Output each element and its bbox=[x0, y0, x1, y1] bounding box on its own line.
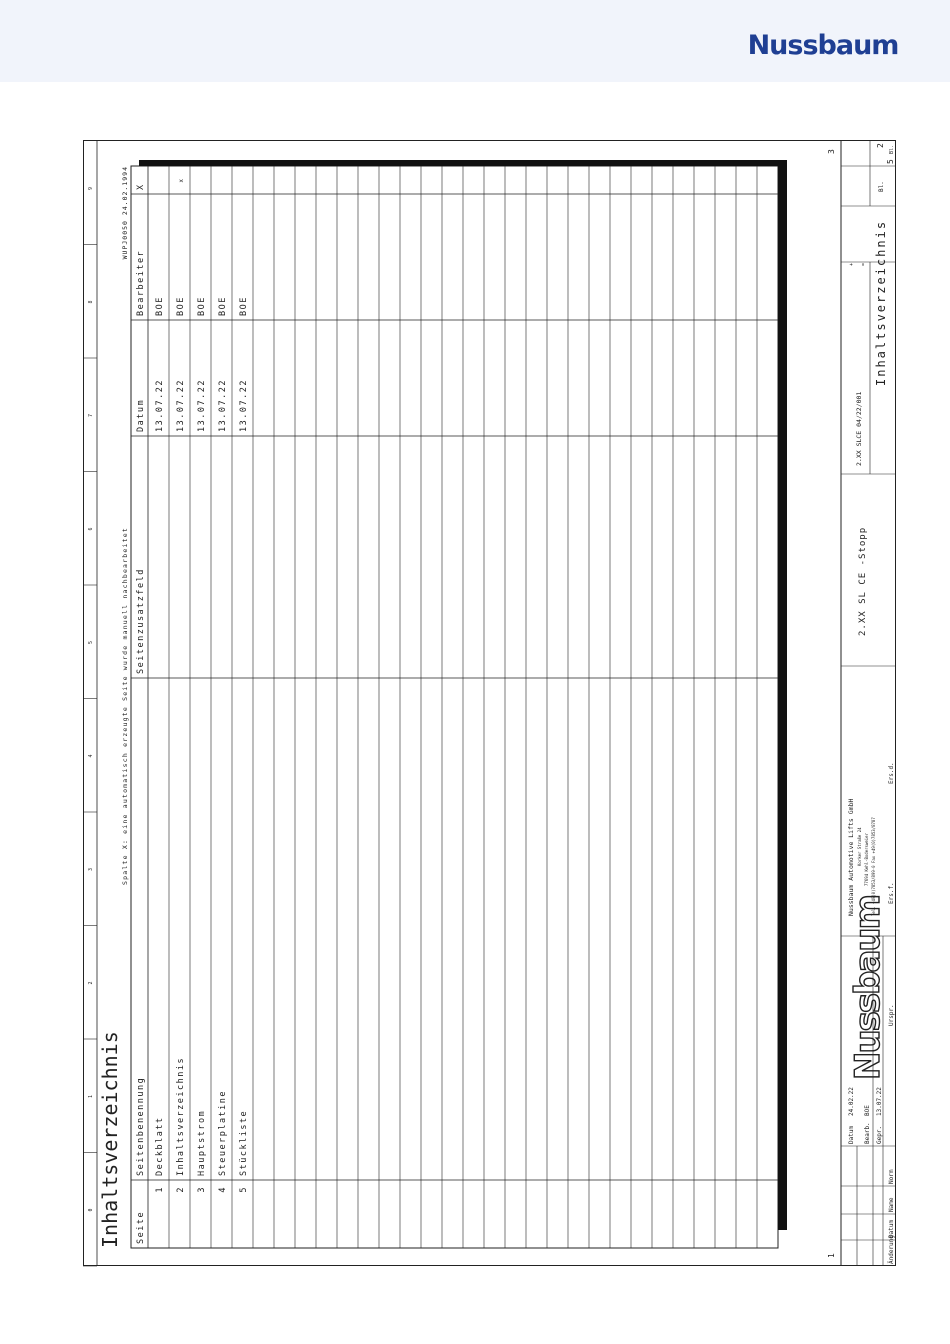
automatic-note: Spalte X: eine automatisch erzeugte Seite wurde manuell nachbearbeitet bbox=[121, 527, 129, 885]
label-ers-d: Ers.d. bbox=[888, 762, 895, 784]
company-city: 77694 Kehl-Bodersweier bbox=[864, 833, 869, 886]
cell-seite: 1 bbox=[155, 1186, 165, 1193]
cell-bearbeiter: BOE bbox=[218, 296, 228, 316]
cell-datum: 13.07.22 bbox=[176, 379, 186, 432]
ruler-number: 1 bbox=[88, 1094, 94, 1099]
form-code: WUPJ0050 24.02.1994 bbox=[121, 166, 129, 260]
column-header: X bbox=[136, 183, 146, 190]
ruler-number: 7 bbox=[88, 413, 94, 418]
cell-seite: 2 bbox=[176, 1186, 186, 1193]
cell-x: x bbox=[178, 177, 185, 183]
label-norm: Norm bbox=[888, 1169, 895, 1184]
cell-name: Stückliste bbox=[239, 1109, 249, 1176]
plus-marker: + bbox=[849, 262, 855, 266]
value-bl: 2 bbox=[876, 143, 885, 148]
label-datum-2: Datum bbox=[888, 1219, 895, 1238]
project-name: 2.XX SL CE -Stopp bbox=[858, 526, 868, 636]
table-shadow-right bbox=[139, 160, 787, 166]
cell-name: Steuerplatine bbox=[218, 1089, 228, 1176]
label-bl: Bl. bbox=[878, 181, 885, 192]
column-header: Datum bbox=[136, 398, 146, 432]
ruler-number: 4 bbox=[88, 754, 94, 758]
cell-datum: 13.07.22 bbox=[155, 379, 165, 432]
label-aenderung: Änderung bbox=[888, 1235, 895, 1264]
company-name: Nussbaum Automotive Lifts GmbH bbox=[847, 798, 855, 916]
label-gepr: Gepr. bbox=[876, 1125, 883, 1144]
ruler bbox=[83, 187, 97, 1266]
cell-datum: 13.07.22 bbox=[218, 379, 228, 432]
cell-bearbeiter: BOE bbox=[155, 296, 165, 316]
label-datum: Datum bbox=[848, 1125, 855, 1144]
doc-number: 2.XX SLCE 04/22/001 bbox=[855, 391, 863, 466]
label-name: Name bbox=[888, 1197, 895, 1212]
cell-bearbeiter: BOE bbox=[176, 296, 186, 316]
column-header: Bearbeiter bbox=[136, 249, 146, 316]
sheet-title: Inhaltsverzeichnis bbox=[874, 219, 888, 386]
cell-seite: 4 bbox=[218, 1186, 228, 1193]
toc-table bbox=[131, 160, 787, 1248]
value-total: 5 bbox=[886, 159, 895, 164]
label-urspr: Urspr. bbox=[888, 1004, 895, 1026]
ruler-number: 9 bbox=[88, 186, 94, 191]
column-header: Seitenbenennung bbox=[136, 1076, 146, 1176]
label-bearb: Bearb. bbox=[864, 1122, 871, 1144]
ruler-number: 6 bbox=[88, 527, 94, 531]
ruler-number: 5 bbox=[88, 640, 94, 645]
value-bearb: BOE bbox=[864, 1105, 871, 1116]
table-shadow-bottom bbox=[778, 160, 787, 1230]
cell-seite: 3 bbox=[197, 1186, 207, 1193]
title-block-logo: Nussbaum bbox=[848, 895, 888, 1080]
cell-bearbeiter: BOE bbox=[239, 296, 249, 316]
ruler-number: 3 bbox=[88, 867, 94, 872]
value-datum: 24.02.22 bbox=[848, 1087, 855, 1116]
cell-datum: 13.07.22 bbox=[197, 379, 207, 432]
logo-text: Nussbaum bbox=[748, 30, 898, 61]
label-ers-f: Ers.f. bbox=[888, 882, 895, 904]
ruler-number: 8 bbox=[88, 300, 94, 304]
cell-name: Deckblatt bbox=[155, 1116, 165, 1176]
cell-name: Inhaltsverzeichnis bbox=[176, 1056, 186, 1176]
column-header: Seite bbox=[136, 1210, 146, 1244]
table-border bbox=[131, 166, 778, 1248]
page-number-left: 1 bbox=[827, 1253, 836, 1258]
cell-bearbeiter: BOE bbox=[197, 296, 207, 316]
ruler-number: 0 bbox=[88, 1208, 94, 1212]
column-header: Seitenzusatzfeld bbox=[136, 568, 146, 674]
cell-seite: 5 bbox=[239, 1186, 249, 1193]
cell-datum: 13.07.22 bbox=[239, 379, 249, 432]
title-block bbox=[841, 140, 896, 1266]
company-street: Korker Straße 24 bbox=[857, 827, 862, 866]
page-number-right: 3 bbox=[827, 149, 836, 154]
eq-marker: = bbox=[861, 262, 867, 266]
drawing-title: Inhaltsverzeichnis bbox=[98, 1031, 122, 1248]
label-total: Bl. bbox=[889, 144, 895, 154]
company-phone: Tel. +49(0)7853/899-0 Fax +49(0)7853/8787 bbox=[871, 817, 876, 916]
value-gepr: 13.07.22 bbox=[876, 1087, 883, 1116]
cell-name: Hauptstrom bbox=[197, 1109, 207, 1176]
ruler-number: 2 bbox=[88, 981, 94, 985]
